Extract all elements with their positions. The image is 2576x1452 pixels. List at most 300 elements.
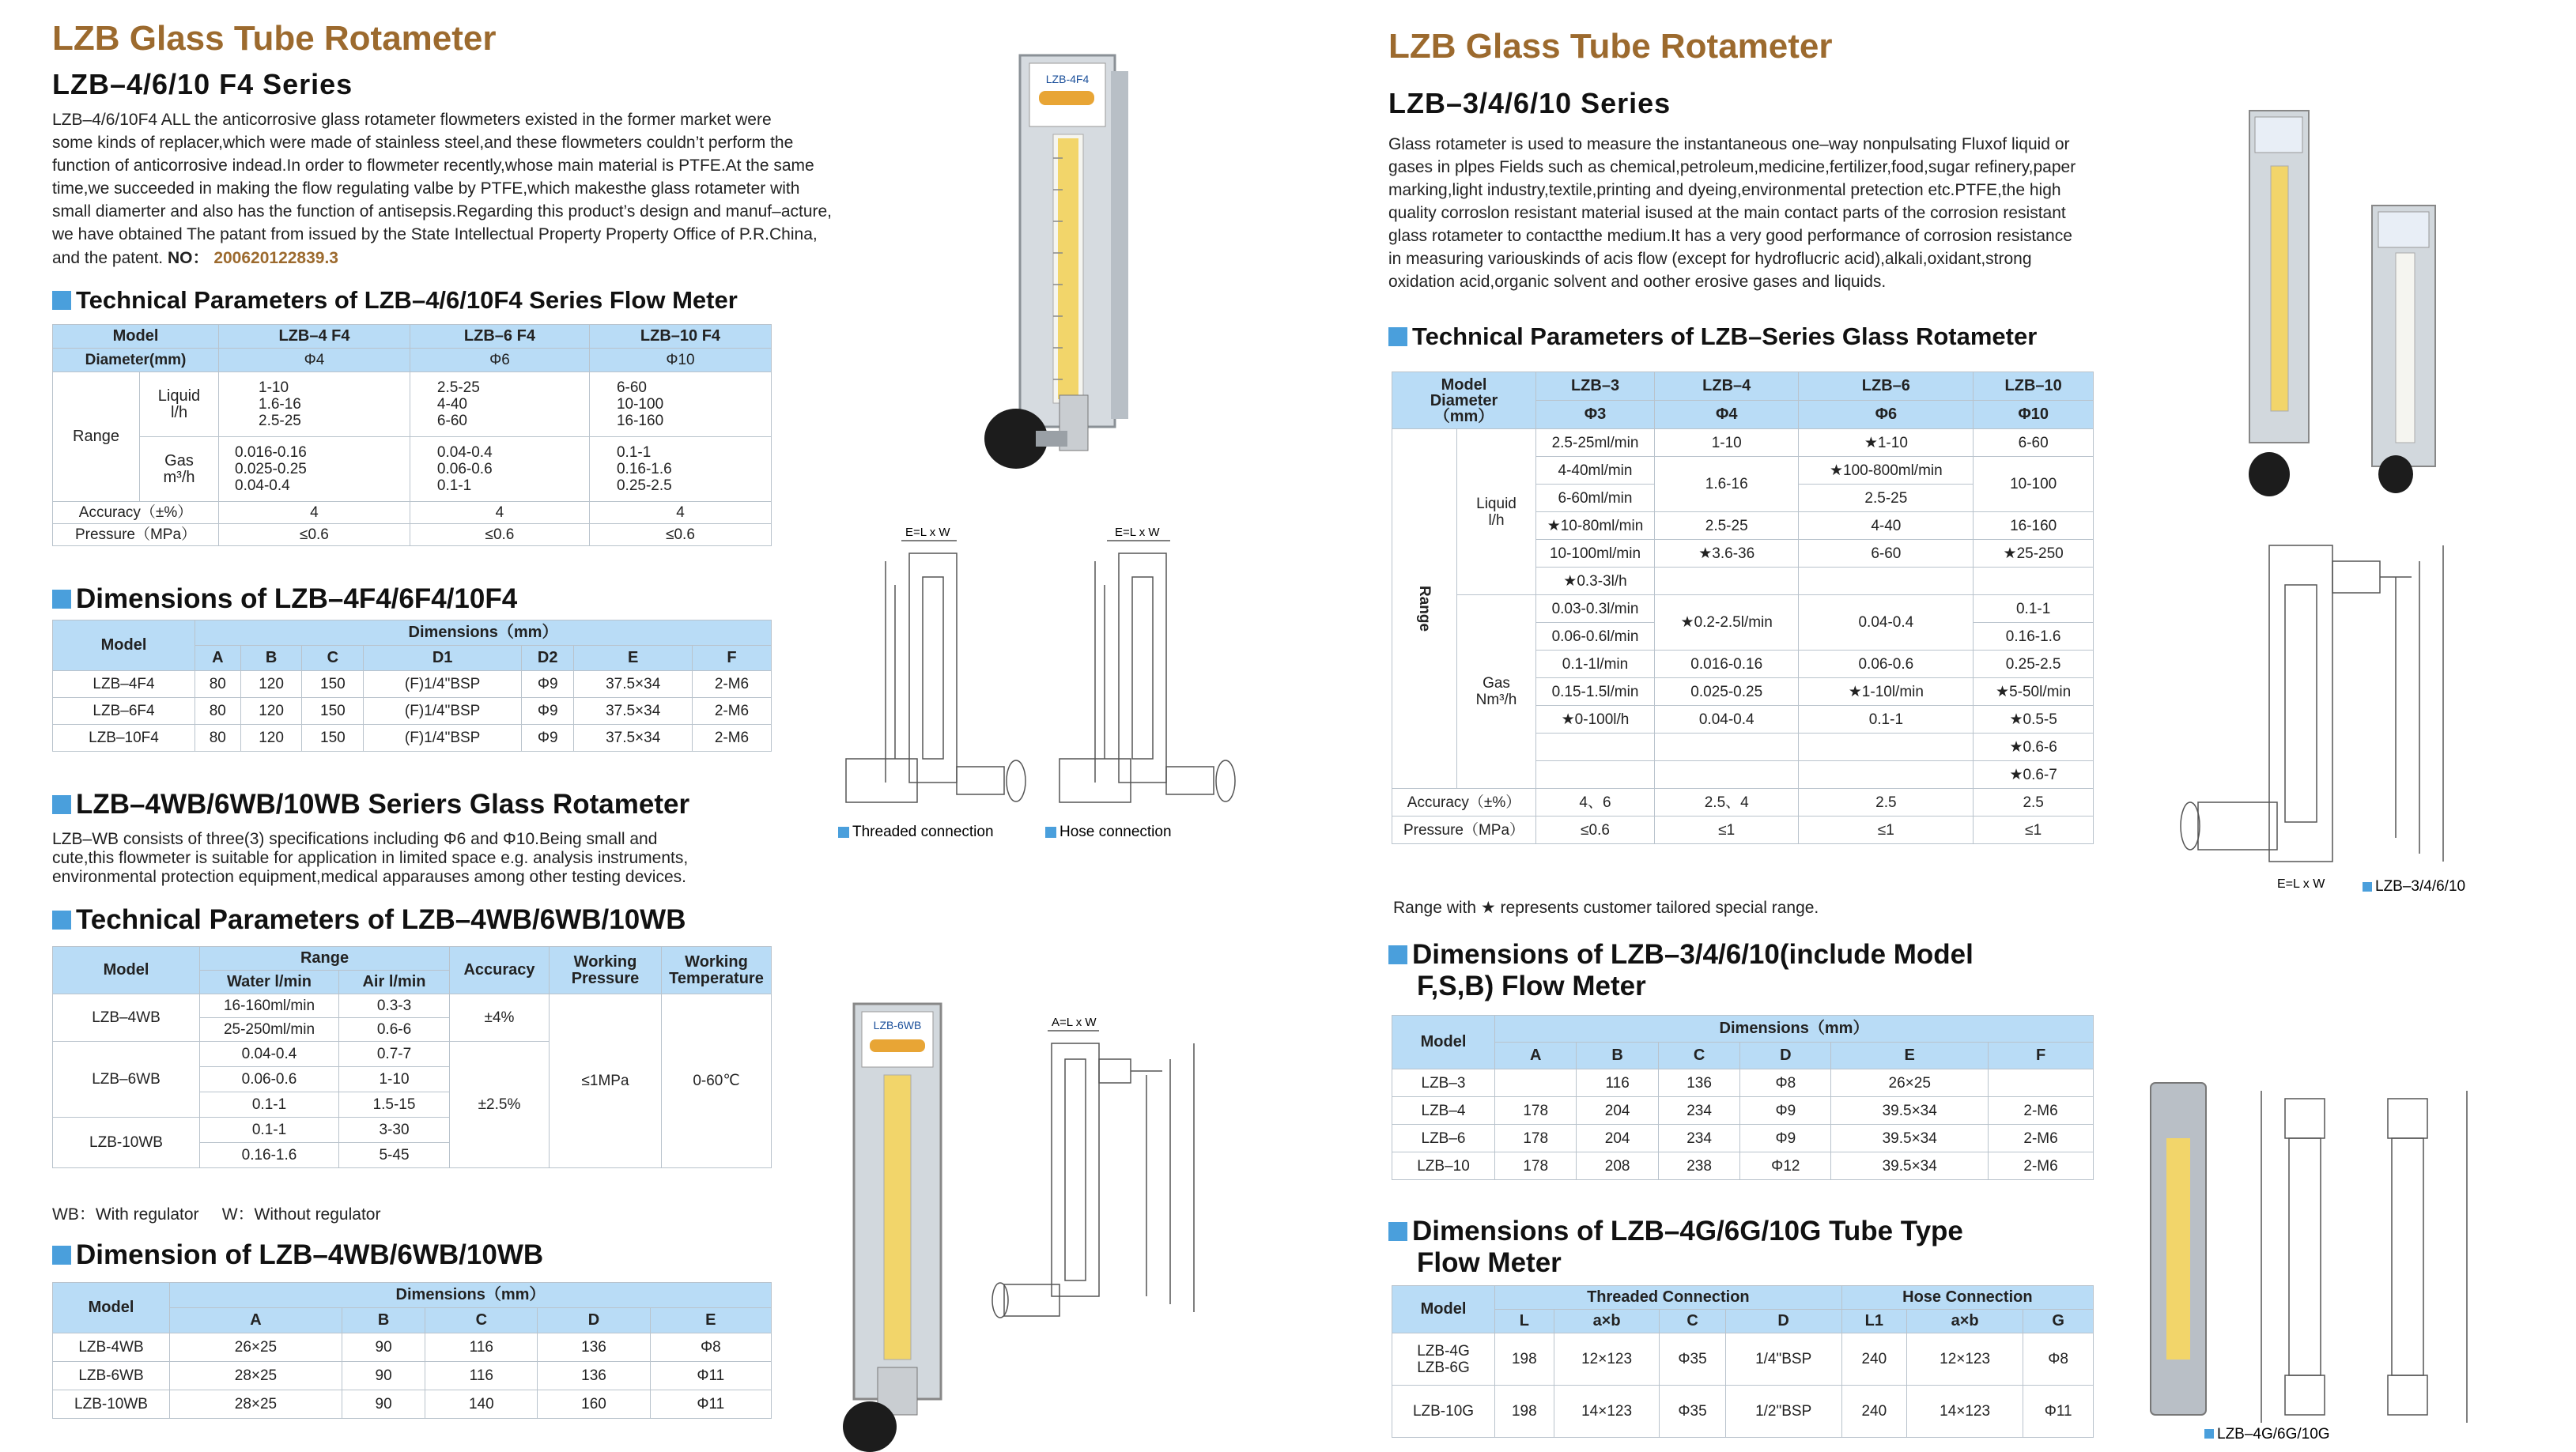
td: 240 [1841, 1333, 1906, 1386]
td: Φ8 [1740, 1069, 1831, 1097]
th-col: E [1831, 1043, 1989, 1069]
table-row [53, 1362, 772, 1390]
th-dimensions: Dimensions（mm） [1495, 1016, 2094, 1043]
td: 90 [342, 1333, 425, 1362]
td-pressure: ≤1MPa [550, 994, 662, 1168]
td: 0.016-0.16 [1655, 651, 1799, 678]
td: ★1-10l/min [1799, 678, 1974, 706]
gas-unit: m³/h [163, 468, 195, 486]
td: 90 [342, 1390, 425, 1419]
patent-lead: and the patent. [52, 249, 164, 267]
td-range: Range [1392, 429, 1457, 789]
td: 2.5 [1799, 789, 1974, 817]
section-dimensions-g-cont: Flow Meter [1417, 1247, 1562, 1278]
right-intro [1388, 133, 2250, 293]
td: 120 [240, 698, 302, 725]
td: Φ10 [589, 349, 771, 372]
td: 4-40 [1799, 512, 1974, 540]
td: ≤1 [1974, 817, 2094, 844]
td: 204 [1577, 1125, 1658, 1152]
td: 0.7-7 [339, 1042, 450, 1067]
td: 0.6-6 [339, 1018, 450, 1042]
section-tech-params-lzb [1388, 322, 2037, 351]
elw-label-1: E=L x W [905, 526, 950, 539]
td: 198 [1495, 1386, 1554, 1438]
td: ★0.3-3l/h [1536, 568, 1655, 595]
para-line: environmental protection equipment,medical apparauses among other testing devices. [52, 868, 686, 886]
th-model: LZB–3 [1536, 372, 1655, 401]
td: ★25-250 [1974, 540, 2094, 568]
td: 2-M6 [1989, 1152, 2094, 1180]
td: 2-M6 [692, 671, 771, 698]
td: LZB–4F4 [53, 671, 195, 698]
td: LZB-4WB [53, 1333, 170, 1362]
section-marker [52, 590, 71, 609]
para-line: we have obtained The patant from issued by the State Intellectual Property Property Office of P.R.China, [52, 225, 818, 243]
td: Φ11 [650, 1362, 771, 1390]
td: 0.1-1 0.16-1.6 0.25-2.5 [589, 437, 771, 502]
td-pressure: Pressure（MPa） [1392, 817, 1536, 844]
td: LZB-10G [1392, 1386, 1495, 1438]
td: 4 [410, 502, 589, 524]
rotameter-wb-photo [822, 996, 980, 1452]
td: 0.1-1l/min [1536, 651, 1655, 678]
td: (F)1/4"BSP [364, 725, 522, 752]
table-row [53, 1390, 772, 1419]
td: 1/4"BSP [1725, 1333, 1841, 1386]
th-col: A [195, 646, 241, 671]
td: Φ11 [2023, 1386, 2094, 1438]
table-row [1392, 1152, 2094, 1180]
section-title: Dimensions of LZB–4F4/6F4/10F4 [76, 583, 518, 614]
td: 116 [1577, 1069, 1658, 1097]
td: ★1-10 [1799, 429, 1974, 457]
right-subtitle: LZB–3/4/6/10 Series [1388, 87, 1671, 119]
td-range: Range [53, 372, 140, 502]
td: 150 [302, 671, 364, 698]
td: 2-M6 [1989, 1097, 2094, 1125]
g-caption: LZB–4G/6G/10G [2217, 1426, 2330, 1443]
td-temperature: 0-60℃ [662, 994, 772, 1168]
left-subtitle: LZB–4/6/10 F4 Series [52, 68, 353, 100]
td: LZB-10WB [53, 1390, 170, 1419]
td: 0.04-0.4 [200, 1042, 339, 1067]
td: 4、6 [1536, 789, 1655, 817]
td: 234 [1658, 1097, 1739, 1125]
td: ★0.5-5 [1974, 706, 2094, 734]
section-title: Technical Parameters of LZB–4WB/6WB/10WB [76, 904, 686, 935]
td: 2.5-25 [1655, 512, 1799, 540]
td: Φ6 [410, 349, 589, 372]
th-col: E [650, 1308, 771, 1333]
hose-connection-caption: Hose connection [1059, 824, 1172, 840]
td: 0.16-1.6 [200, 1143, 339, 1168]
section-title: Technical Parameters of LZB–4/6/10F4 Series Flow Meter [76, 286, 738, 314]
th-diameter: Φ4 [1655, 401, 1799, 429]
td-gas [140, 437, 219, 502]
td: 2-M6 [692, 698, 771, 725]
th-col: F [692, 646, 771, 671]
td: 0.16-1.6 [1974, 623, 2094, 651]
td: 0.016-0.16 0.025-0.25 0.04-0.4 [219, 437, 410, 502]
patent-label: NO： [167, 249, 210, 267]
td: 2.5、4 [1655, 789, 1799, 817]
td: LZB–3 [1392, 1069, 1495, 1097]
td: Φ9 [521, 671, 573, 698]
th-threaded: Threaded Connection [1495, 1286, 1842, 1310]
td: 2-M6 [692, 725, 771, 752]
threaded-connection-caption: Threaded connection [852, 824, 994, 840]
td: 1/2"BSP [1725, 1386, 1841, 1438]
section-wb-series [52, 789, 689, 820]
th-lzb4f4: LZB–4 F4 [219, 325, 410, 349]
para-line: gases in plpes Fields such as chemical,petroleum,medicine,fertilizer,food,sugar refinery,paper [1388, 158, 2076, 176]
table-wb-dimensions [52, 1282, 772, 1419]
td: (F)1/4"BSP [364, 671, 522, 698]
td: 5-45 [339, 1143, 450, 1168]
td: 0.1-1 [1974, 595, 2094, 623]
section-title: Technical Parameters of LZB–Series Glass Rotameter [1412, 322, 2038, 350]
th-air: Air l/min [339, 971, 450, 994]
th-col: F [1989, 1043, 2094, 1069]
liquid-unit: l/h [170, 403, 188, 421]
td: 80 [195, 698, 241, 725]
td: LZB–10F4 [53, 725, 195, 752]
td-model: LZB–6WB [53, 1042, 200, 1118]
td: 0.1-1 [200, 1092, 339, 1118]
td: ≤1 [1655, 817, 1799, 844]
td: 2.5-25ml/min [1536, 429, 1655, 457]
section-dimensions-f4 [52, 583, 517, 615]
td: ★0.6-6 [1974, 734, 2094, 761]
td: 6-60 [1974, 429, 2094, 457]
td: 6-60ml/min [1536, 485, 1655, 512]
td: 136 [1658, 1069, 1739, 1097]
th-col: C [1660, 1310, 1725, 1333]
td: 136 [538, 1333, 650, 1362]
section-marker [52, 1246, 71, 1265]
elw-label-2: E=L x W [1115, 526, 1160, 539]
td: 39.5×34 [1831, 1097, 1989, 1125]
table-row [53, 725, 772, 752]
td-accuracy: Accuracy（±%） [53, 502, 219, 524]
td [1989, 1069, 2094, 1097]
th-lzb6f4: LZB–6 F4 [410, 325, 589, 349]
para-line: quality corroslon resistant material isused at the main contact parts of the corrosion resistant [1388, 204, 2066, 222]
td: Φ35 [1660, 1333, 1725, 1386]
tag-text: LZB-4F4 [1045, 73, 1090, 85]
td: 208 [1577, 1152, 1658, 1180]
td: 238 [1658, 1152, 1739, 1180]
th-model: LZB–10 [1974, 372, 2094, 401]
para-line: marking,light industry,textile,printing and dyeing,environmental pretection etc.PTFE,the high [1388, 181, 2061, 199]
td: (F)1/4"BSP [364, 698, 522, 725]
para-line: small diamerter and also has the function of antisepsis.Regarding this product’s design and manuf–acture, [52, 202, 833, 221]
td: ≤0.6 [219, 524, 410, 546]
th-model: Model [53, 325, 219, 349]
table-row [1392, 1125, 2094, 1152]
th-col: B [342, 1308, 425, 1333]
td: 160 [538, 1390, 650, 1419]
section-title: Dimension of LZB–4WB/6WB/10WB [76, 1239, 544, 1270]
td: 120 [240, 725, 302, 752]
td: Φ4 [219, 349, 410, 372]
td: Φ9 [521, 698, 573, 725]
td: ★10-80ml/min [1536, 512, 1655, 540]
td: 1-10 [339, 1067, 450, 1092]
th-col: D [1725, 1310, 1841, 1333]
th-col: G [2023, 1310, 2094, 1333]
drawing-f4-connections [830, 522, 1241, 846]
td: 4 [589, 502, 771, 524]
th-working-temperature: Working Temperature [662, 947, 772, 994]
td: 16-160ml/min [200, 994, 339, 1018]
th-water: Water l/min [200, 971, 339, 994]
th-lzb10f4: LZB–10 F4 [589, 325, 771, 349]
td: Φ8 [2023, 1333, 2094, 1386]
td: 0.04-0.4 [1799, 595, 1974, 651]
th-model: Model [1392, 1286, 1495, 1333]
section-marker [52, 911, 71, 930]
td: 2.5 [1974, 789, 2094, 817]
td-accuracy: Accuracy（±%） [1392, 789, 1536, 817]
th-diameter: Φ10 [1974, 401, 2094, 429]
th-col: C [425, 1308, 538, 1333]
table-lzb-dimensions [1392, 1015, 2094, 1180]
gas-label: Gas [1483, 675, 1510, 692]
th-col: a×b [1554, 1310, 1660, 1333]
td: 2.5-25 4-40 6-60 [410, 372, 589, 437]
section-dimensions-g [1388, 1216, 1963, 1247]
th-col: C [302, 646, 364, 671]
table-lzb-params [1392, 371, 2094, 844]
th-accuracy: Accuracy [450, 947, 550, 994]
td-accuracy-2-5: ±2.5% [450, 1042, 550, 1168]
td: 12×123 [1906, 1333, 2023, 1386]
td: ★0-100l/h [1536, 706, 1655, 734]
td: 4 [219, 502, 410, 524]
td: Φ9 [1740, 1097, 1831, 1125]
td: 2-M6 [1989, 1125, 2094, 1152]
td: 234 [1658, 1125, 1739, 1152]
td: 136 [538, 1362, 650, 1390]
para-line: function of anticorrosive indead.In order to flowmeter recently,whose main material is PTFE.At the same [52, 157, 814, 175]
wb-description [52, 830, 688, 887]
patent-line [52, 247, 338, 270]
td: 1-10 1.6-16 2.5-25 [219, 372, 410, 437]
table-f4-dimensions [52, 620, 772, 752]
td: 178 [1495, 1097, 1577, 1125]
table-g-dimensions [1392, 1285, 2094, 1438]
td: 204 [1577, 1097, 1658, 1125]
rotameter-lzb-photos [2230, 103, 2467, 506]
td: 10-100ml/min [1536, 540, 1655, 568]
td-pressure: Pressure（MPa） [53, 524, 219, 546]
th-col: C [1658, 1043, 1739, 1069]
table-row [1392, 1333, 2094, 1386]
td: 240 [1841, 1386, 1906, 1438]
para-line: LZB–4/6/10F4 ALL the anticorrosive glass rotameter flowmeters existed in the former market were [52, 111, 772, 129]
td: 14×123 [1554, 1386, 1660, 1438]
td: ★3.6-36 [1655, 540, 1799, 568]
td: 90 [342, 1362, 425, 1390]
td: 1.6-16 [1655, 457, 1799, 512]
td: LZB–6 [1392, 1125, 1495, 1152]
td: 2.5-25 [1799, 485, 1974, 512]
section-dimension-wb [52, 1239, 543, 1271]
drawing-wb-dimensions [988, 1012, 1249, 1328]
td-model: LZB–4WB [53, 994, 200, 1042]
td: 0.3-3 [339, 994, 450, 1018]
th-col: A [1495, 1043, 1577, 1069]
th-hose: Hose Connection [1841, 1286, 2093, 1310]
td: ≤0.6 [589, 524, 771, 546]
th-col: D2 [521, 646, 573, 671]
td-liquid [1457, 429, 1536, 595]
td: Φ12 [1740, 1152, 1831, 1180]
th-model: LZB–4 [1655, 372, 1799, 401]
section-marker [52, 795, 71, 814]
td: LZB–4 [1392, 1097, 1495, 1125]
td: 4-40ml/min [1536, 457, 1655, 485]
td-accuracy-4: ±4% [450, 994, 550, 1042]
td: 25-250ml/min [200, 1018, 339, 1042]
table-row [53, 698, 772, 725]
drawing-lzb-dimensions [2159, 537, 2491, 901]
th-col: L1 [1841, 1310, 1906, 1333]
td: 80 [195, 725, 241, 752]
td: 178 [1495, 1125, 1577, 1152]
td: 0.06-0.6 [200, 1067, 339, 1092]
td: Φ35 [1660, 1386, 1725, 1438]
section-marker [1388, 1222, 1407, 1241]
liquid-label: Liquid [1476, 495, 1517, 512]
td: 116 [425, 1333, 538, 1362]
td: LZB–6F4 [53, 698, 195, 725]
section-dimensions-lzb-cont: F,S,B) Flow Meter [1417, 971, 1646, 1001]
td: 0.06-0.6l/min [1536, 623, 1655, 651]
section-dimensions-lzb [1388, 939, 1974, 971]
th-col: A [170, 1308, 342, 1333]
th-col: D [1740, 1043, 1831, 1069]
td: 28×25 [170, 1390, 342, 1419]
para-line: Glass rotameter is used to measure the instantaneous one–way nonpulsating Fluxof liquid or [1388, 135, 2070, 153]
th-col: D [538, 1308, 650, 1333]
drawing-g-tube [2127, 1075, 2491, 1446]
table-wb-params [52, 946, 772, 1168]
table-row [53, 671, 772, 698]
td: 0.03-0.3l/min [1536, 595, 1655, 623]
th-col: D1 [364, 646, 522, 671]
left-title: LZB Glass Tube Rotameter [52, 19, 497, 58]
elw-label: E=L x W [2277, 877, 2325, 891]
th-model: Model [53, 620, 195, 671]
td: Φ9 [521, 725, 573, 752]
td-liquid [140, 372, 219, 437]
table-row [1392, 1069, 2094, 1097]
th-col: B [240, 646, 302, 671]
td: 0.1-1 [1799, 706, 1974, 734]
td: 16-160 [1974, 512, 2094, 540]
section-marker [52, 291, 71, 310]
td: LZB-4G LZB-6G [1392, 1333, 1495, 1386]
th-range: Range [200, 947, 450, 971]
td: ≤0.6 [1536, 817, 1655, 844]
td: ≤1 [1799, 817, 1974, 844]
th-model: Model [1392, 1016, 1495, 1069]
para-line: glass rotameter to contactthe medium.It has a very good performance of corrosion resistance [1388, 227, 2072, 245]
td: 116 [425, 1362, 538, 1390]
td-gas [1457, 595, 1536, 789]
section-title: LZB–4WB/6WB/10WB Seriers Glass Rotameter [76, 789, 690, 820]
td: 12×123 [1554, 1333, 1660, 1386]
para-line: in measuring variouskinds of acis flow (except for hydroflucric acid),alkali,oxidant,strong [1388, 250, 2032, 268]
section-marker [1388, 327, 1407, 346]
td: 120 [240, 671, 302, 698]
td: ★5-50l/min [1974, 678, 2094, 706]
td: 6-60 10-100 16-160 [589, 372, 771, 437]
section-tech-params-f4 [52, 286, 738, 315]
td: 0.25-2.5 [1974, 651, 2094, 678]
td: 3-30 [339, 1118, 450, 1143]
td: 150 [302, 698, 364, 725]
td: 28×25 [170, 1362, 342, 1390]
td: 14×123 [1906, 1386, 2023, 1438]
section-marker [1388, 945, 1407, 964]
td: Φ8 [650, 1333, 771, 1362]
td: 39.5×34 [1831, 1152, 1989, 1180]
td: 37.5×34 [574, 725, 693, 752]
td [1495, 1069, 1577, 1097]
td: 0.06-0.6 [1799, 651, 1974, 678]
td: 1-10 [1655, 429, 1799, 457]
td: 0.025-0.25 [1655, 678, 1799, 706]
td: LZB-6WB [53, 1362, 170, 1390]
td: 198 [1495, 1333, 1554, 1386]
td: 0.04-0.4 [1655, 706, 1799, 734]
table-row [53, 1333, 772, 1362]
left-intro [52, 108, 914, 246]
td: 140 [425, 1390, 538, 1419]
rotameter-f4-photo [973, 47, 1178, 498]
th-diameter: Φ3 [1536, 401, 1655, 429]
td-diameter: Diameter(mm) [53, 349, 219, 372]
td: 37.5×34 [574, 671, 693, 698]
tag-text: LZB-6WB [873, 1019, 922, 1031]
td-model: LZB-10WB [53, 1118, 200, 1168]
th-model: LZB–6 [1799, 372, 1974, 401]
th-model: Model [53, 1283, 170, 1333]
th-col: B [1577, 1043, 1658, 1069]
liquid-unit: l/h [1488, 511, 1505, 529]
td: ★100-800ml/min [1799, 457, 1974, 485]
td: 37.5×34 [574, 698, 693, 725]
th-dimensions: Dimensions（mm） [195, 620, 772, 646]
td: Φ9 [1740, 1125, 1831, 1152]
td: 80 [195, 671, 241, 698]
td: 6-60 [1799, 540, 1974, 568]
gas-label: Gas [164, 451, 194, 470]
table-row [1392, 1097, 2094, 1125]
wb-note: WB：With regulator W：Without regulator [52, 1205, 381, 1224]
th-col: E [574, 646, 693, 671]
gas-unit: Nm³/h [1475, 692, 1517, 708]
alw-label: A=L x W [1052, 1016, 1097, 1029]
td: ≤0.6 [410, 524, 589, 546]
th-dimensions: Dimensions（mm） [170, 1283, 772, 1308]
td: ★0.6-7 [1974, 761, 2094, 789]
td: 26×25 [1831, 1069, 1989, 1097]
